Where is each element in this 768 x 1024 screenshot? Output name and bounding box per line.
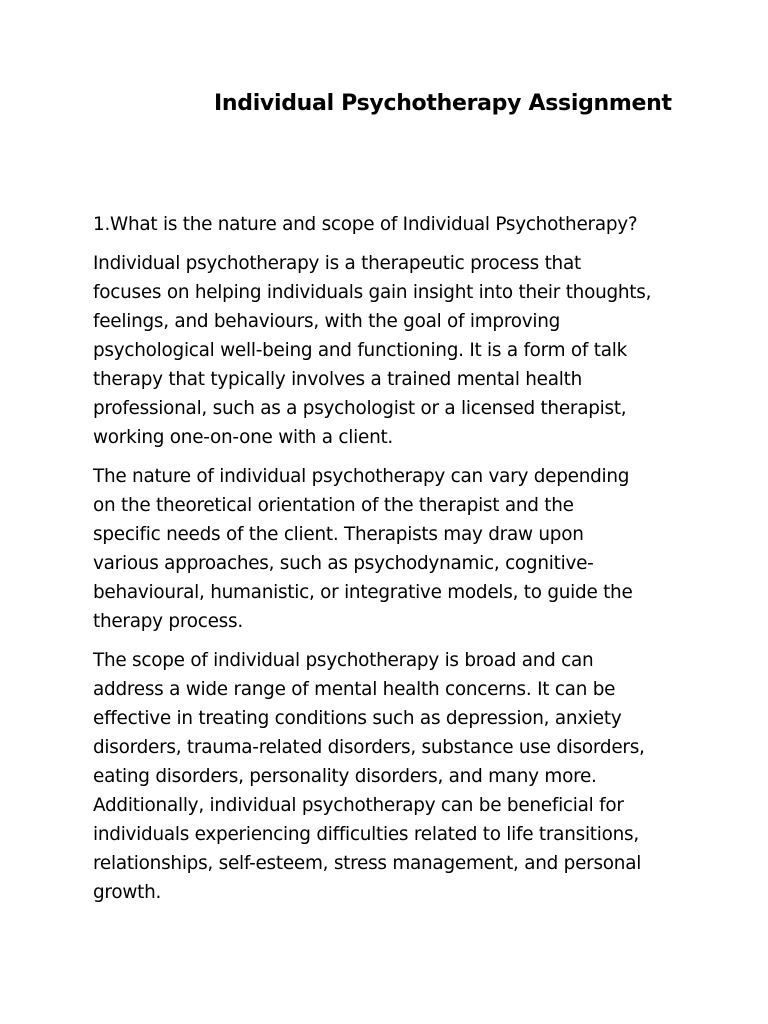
text-line: behavioural, humanistic, or integrative models, to guide the [93, 582, 633, 603]
document-body [93, 210, 676, 917]
paragraph-nature [93, 462, 676, 636]
text-line: growth. [93, 882, 162, 903]
text-line: individuals experiencing difficulties related to life transitions, [93, 824, 639, 845]
text-line: professional, such as a psychologist or a licensed therapist, [93, 398, 627, 419]
text-line: disorders, trauma-related disorders, substance use disorders, [93, 737, 645, 758]
text-line: eating disorders, personality disorders, and many more. [93, 766, 597, 787]
text-line: working one-on-one with a client. [93, 427, 394, 448]
text-line: on the theoretical orientation of the therapist and the [93, 495, 574, 516]
paragraph-definition [93, 249, 676, 452]
text-line: Individual psychotherapy is a therapeutic process that [93, 253, 581, 274]
text-line: therapy process. [93, 611, 243, 632]
paragraph-scope [93, 646, 676, 907]
text-line: relationships, self-esteem, stress management, and personal [93, 853, 642, 874]
text-line: focuses on helping individuals gain insight into their thoughts, [93, 282, 652, 303]
text-line: psychological well-being and functioning. It is a form of talk [93, 340, 627, 361]
text-line: feelings, and behaviours, with the goal of improving [93, 311, 561, 332]
text-line: The nature of individual psychotherapy can vary depending [93, 466, 630, 487]
document-title: Individual Psychotherapy Assignment [214, 91, 672, 116]
text-line: various approaches, such as psychodynamic, cognitive- [93, 553, 594, 574]
text-line: Additionally, individual psychotherapy can be beneficial for [93, 795, 624, 816]
question-heading: 1.What is the nature and scope of Individual Psychotherapy? [93, 214, 638, 235]
text-line: effective in treating conditions such as depression, anxiety [93, 708, 622, 729]
text-line: The scope of individual psychotherapy is broad and can [93, 650, 594, 671]
text-line: therapy that typically involves a trained mental health [93, 369, 582, 390]
text-line: address a wide range of mental health concerns. It can be [93, 679, 616, 700]
text-line: specific needs of the client. Therapists may draw upon [93, 524, 584, 545]
